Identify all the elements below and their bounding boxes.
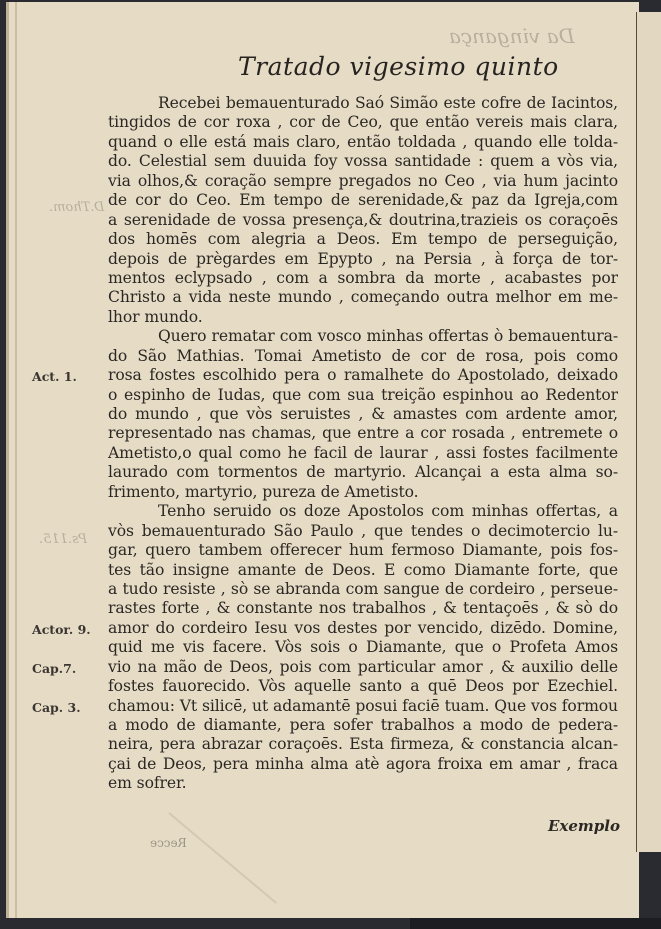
- text-line: o espinho de Iudas, que com sua treição espinhou ao Redentor: [108, 385, 618, 404]
- text-line: neira, pera abrazar coraçoēs. Esta firmeza, & constancia alcan-: [108, 735, 618, 754]
- text-line: Ametisto,o qual como he facil de laurar , assi fostes facilmente: [108, 443, 618, 462]
- bleed-through-title: Da vingança: [449, 24, 575, 48]
- text-line: Tenho seruido os doze Apostolos com minhas offertas, a: [158, 502, 618, 521]
- text-line: laurado com tormentos de martyrio. Alcançai a esta alma so-: [108, 463, 618, 482]
- text-line: a modo de diamante, pera sofer trabalhos a modo de pedera-: [108, 716, 618, 734]
- paper-crease: [168, 812, 277, 904]
- text-line: via olhos,& coração sempre pregados no Ceo , via hum jacinto: [108, 171, 618, 190]
- text-line: chamou: Vt silicē, ut adamantē posui faciē tuam. Que vos formou: [108, 696, 618, 715]
- text-line: do mundo , que vòs seruistes , & amastes com ardente amor,: [108, 405, 618, 423]
- text-line: rosa fostes escolhido pera o ramalhete do Apostolado, deixado: [108, 366, 618, 385]
- margin-note: Cap. 3.: [32, 699, 81, 715]
- text-line: quid me vis facere. Vòs sois o Diamante, que o Profeta Amos: [108, 638, 618, 657]
- text-line: frimento, martyrio, pureza de Ametisto.: [108, 482, 419, 501]
- body-text: [108, 94, 618, 794]
- background-edge: [410, 918, 661, 929]
- text-line: Recebei bemauenturado Saó Simão este cofre de Iacintos,: [158, 94, 618, 112]
- text-line: em sofrer.: [108, 774, 187, 793]
- text-line: dos homēs com alegria a Deos. Em tempo de perseguição,: [108, 230, 618, 249]
- text-line: quand o elle está mais claro, então toldada , quando elle tolda-: [108, 132, 618, 151]
- next-page-edge: [636, 12, 661, 852]
- text-line: a serenidade de vossa presença,& doutrina,trazieis os coraçoēs: [108, 210, 618, 229]
- text-line: vio na mão de Deos, pois com particular amor , & auxilio delle: [108, 657, 618, 676]
- bleed-through-margin-mid: Ps.115.: [39, 532, 88, 547]
- bleed-through-margin-top: D.Thom.: [49, 200, 105, 215]
- text-line: do. Celestial sem duuida foy vossa santidade : quem a vòs via,: [108, 152, 618, 171]
- text-line: fostes fauorecido. Vòs aquelle santo a quē Deos por Ezechiel.: [108, 677, 618, 696]
- text-line: mentos eclypsado , com a sombra da morte , acabastes por: [108, 268, 618, 287]
- margin-note: Cap.7.: [32, 661, 77, 677]
- text-line: do São Mathias. Tomai Ametisto de cor de rosa, pois como: [108, 346, 618, 365]
- text-line: depois de prègardes em Epypto , na Persia , à força de tor-: [108, 249, 618, 268]
- text-line: representado nas chamas, que entre a cor rosada , entremete o: [108, 424, 618, 443]
- text-line: gar, quero tambem offerecer hum fermoso Diamante, pois fos-: [108, 541, 618, 560]
- text-line: çai de Deos, pera minha alma atè agora froixa em amar , fraca: [108, 754, 618, 773]
- text-line: de cor do Ceo. Em tempo de serenidade,& paz da Igreja,com: [108, 191, 618, 210]
- text-line: tes tão insigne amante de Deos. E como Diamante forte, que: [108, 560, 618, 579]
- text-line: Christo a vida neste mundo , começando outra melhor em me-: [108, 288, 618, 307]
- text-line: vòs bemauenturado São Paulo , que tendes o decimotercio lu-: [108, 521, 618, 540]
- text-line: amor do cordeiro Iesu vos destes por vencido, dizēdo. Domine,: [108, 618, 618, 637]
- text-line: lhor mundo.: [108, 307, 203, 326]
- text-line: a tudo resiste , sò se abranda com sangue de cordeiro , perseue-: [108, 579, 618, 598]
- text-line: Quero rematar com vosco minhas offertas ò bemauentura-: [158, 327, 618, 346]
- margin-note: Actor. 9.: [32, 622, 91, 638]
- bleed-through-catchword: Recce: [150, 836, 187, 850]
- text-line: rastes forte , & constante nos trabalhos , & tentaçoēs , & sò do: [108, 599, 618, 618]
- catchword: Exemplo: [548, 817, 620, 835]
- running-title: Tratado vigesimo quinto: [238, 52, 559, 81]
- margin-note: Act. 1.: [32, 369, 77, 385]
- text-line: tingidos de cor roxa , cor de Ceo, que então vereis mais clara,: [108, 113, 618, 132]
